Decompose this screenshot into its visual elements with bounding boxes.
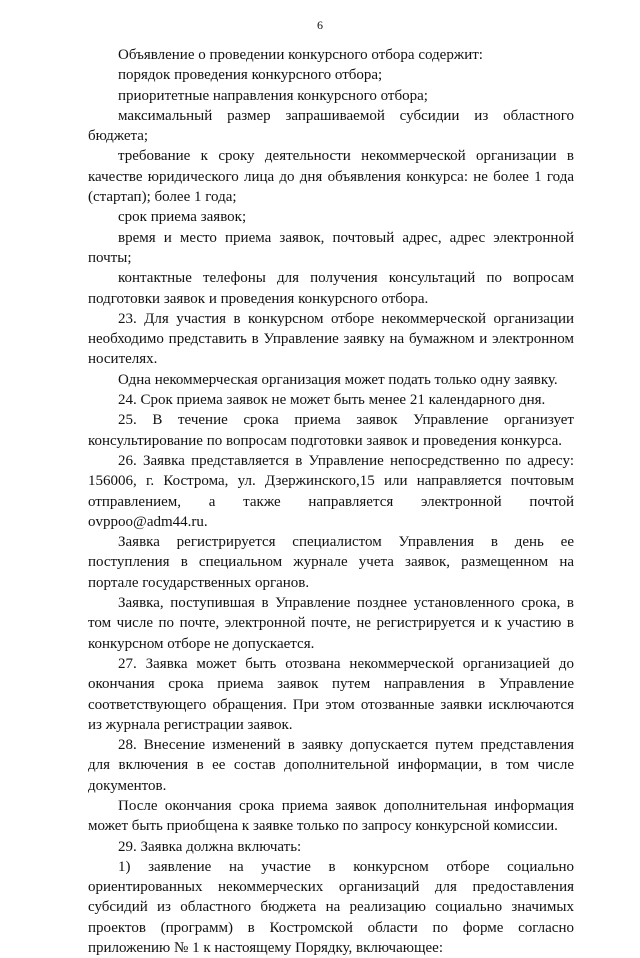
paragraph-priority-directions: приоритетные направления конкурсного отбора; [118, 87, 428, 104]
paragraph-additional-info: После окончания срока приема заявок дополнительная информация может быть приобщена к заявке только по запросу конкурсной комиссии. [88, 797, 574, 835]
paragraph-late-application: Заявка, поступившая в Управление позднее установленного срока, в том числе по почте, электронной почте, не регистрируется и к участию в конкурсном отборе не допускается. [88, 595, 574, 652]
paragraph-clause-23: 23. Для участия в конкурсном отборе некоммерческой организации необходимо представить в Управление заявку на бумажном и электронном носителях. [88, 310, 574, 368]
paragraph-application-term: срок приема заявок; [118, 209, 247, 226]
paragraph-activity-term: требование к сроку деятельности некоммерческой организации в качестве юридического лица до дня объявления конкурса: не более 1 года (стартап); более 1 года; [88, 148, 574, 206]
document-body [88, 45, 574, 958]
paragraph-registration: Заявка регистрируется специалистом Управления в день ее поступления в специальном журнале учета заявок, размещенном на портале государственных органов. [88, 534, 574, 591]
paragraph-clause-24: 24. Срок приема заявок не может быть менее 21 календарного дня. [118, 392, 546, 409]
paragraph-clause-28: 28. Внесение изменений в заявку допускается путем представления для включения в ее состав дополнительной информации, в том числе документов. [88, 737, 574, 794]
paragraph-clause-27: 27. Заявка может быть отозвана некоммерческой организацией до окончания срока приема заявок путем направления в Управление соответствующего обращения. При этом отозванные заявки исключаются из журнала регистрации заявок. [88, 655, 574, 733]
paragraph-clause-25: 25. В течение срока приема заявок Управление организует консультирование по вопросам подготовки заявок и проведения конкурса. [88, 412, 574, 449]
paragraph-max-subsidy: максимальный размер запрашиваемой субсидии из областного бюджета; [88, 107, 574, 145]
paragraph-contact-phones: контактные телефоны для получения консультаций по вопросам подготовки заявок и проведения конкурсного отбора. [88, 270, 574, 307]
paragraph-announcement-intro: Объявление о проведении конкурсного отбора содержит: [118, 47, 483, 63]
paragraph-selection-procedure: порядок проведения конкурсного отбора; [118, 67, 383, 84]
paragraph-clause-29: 29. Заявка должна включать: [118, 838, 302, 855]
paragraph-time-place: время и место приема заявок, почтовый адрес, адрес электронной почты; [88, 229, 574, 266]
paragraph-one-application: Одна некоммерческая организация может подать только одну заявку. [118, 371, 558, 388]
paragraph-item-1: 1) заявление на участие в конкурсном отборе социально ориентированных некоммерческих организаций для предоставления субсидий из областного бюджета на реализацию социально значимых проектов (программ) в Костромской области по форме согласно приложению № 1 к настоящему Порядку, включающее: [88, 858, 574, 957]
page-number: 6 [317, 18, 323, 32]
paragraph-clause-26: 26. Заявка представляется в Управление непосредственно по адресу: 156006, г. Кострома, ул. Дзержинского,15 или направляется почтовым отправлением, а также направляется электронной почтой ovppoo@adm44.ru. [88, 452, 574, 530]
